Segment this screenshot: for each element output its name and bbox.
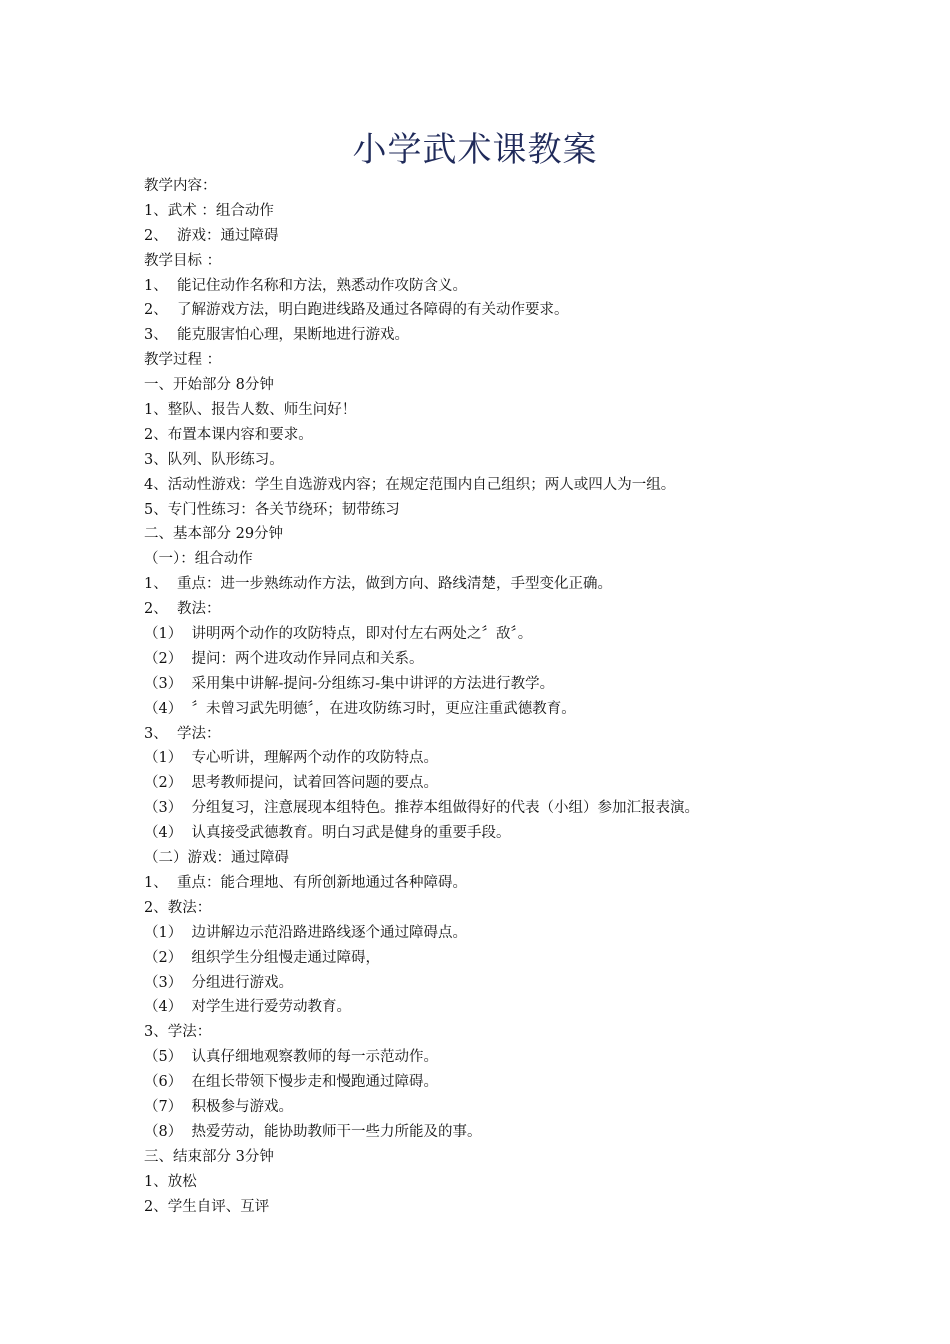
text-line: 1、武术 ：组合动作 (144, 202, 274, 219)
text-line: 5、专门性练习：各关节绕环；韧带练习 (144, 501, 400, 518)
text-line: （5） 认真仔细地观察教师的每一示范动作。 (144, 1049, 438, 1066)
text-line: 2、布置本课内容和要求。 (144, 426, 313, 443)
text-line: （3） 分组复习，注意展现本组特色。推荐本组做得好的代表（小组）参加汇报表演。 (144, 800, 699, 817)
text-line: （2） 提问：两个进攻动作异同点和关系。 (144, 650, 424, 667)
text-line: 一、开始部分 8分钟 (144, 377, 274, 394)
text-line: （1） 边讲解边示范沿路进路线逐个通过障碍点。 (144, 924, 467, 941)
text-line: 1、 能记住动作名称和方法，熟悉动作攻防含义。 (144, 277, 467, 294)
document-body (144, 174, 844, 1219)
text-line: 3、队列、队形练习。 (144, 451, 284, 468)
text-line: 4、活动性游戏：学生自选游戏内容；在规定范围内自己组织；两人或四人为一组。 (144, 476, 676, 493)
text-line: （一）：组合动作 (144, 551, 253, 568)
text-line: （7） 积极参与游戏。 (144, 1098, 293, 1115)
text-line: （4） 认真接受武德教育。明白习武是健身的重要手段。 (144, 825, 511, 842)
text-line: （3） 分组进行游戏。 (144, 974, 293, 991)
text-line: 2、教法： (144, 899, 212, 916)
text-line: 2、 教法： (144, 601, 221, 618)
text-line: （8） 热爱劳动，能协助教师干一些力所能及的事。 (144, 1123, 482, 1140)
text-line: 2、学生自评、互评 (144, 1198, 270, 1215)
text-line: （2） 思考教师提问，试着回答问题的要点。 (144, 775, 438, 792)
page-title: 小学武术课教案 (352, 130, 598, 170)
text-line: （二）游戏：通过障碍 (144, 850, 289, 867)
text-line: （2） 组织学生分组慢走通过障碍， (144, 949, 380, 966)
text-line: 三、结束部分 3分钟 (144, 1148, 274, 1165)
text-line: （1） 专心听讲，理解两个动作的攻防特点。 (144, 750, 438, 767)
text-line: 教学过程 ： (144, 352, 222, 369)
text-line: 1、整队、报告人数、师生问好！ (144, 402, 357, 419)
text-line: （1） 讲明两个动作的攻防特点，即对付左右两处之〞敌〞。 (144, 626, 533, 643)
text-line: 教学目标 ： (144, 252, 222, 269)
text-line: 二、基本部分 29分钟 (144, 526, 284, 543)
text-line: （4） 〞未曾习武先明德〞，在进攻防练习时，更应注重武德教育。 (144, 700, 576, 717)
text-line: 1、 重点：进一步熟练动作方法，做到方向、路线清楚，手型变化正确。 (144, 576, 612, 593)
text-line: 1、放松 (144, 1173, 197, 1190)
text-line: （6） 在组长带领下慢步走和慢跑通过障碍。 (144, 1074, 438, 1091)
text-line: 2、 了解游戏方法，明白跑进线路及通过各障碍的有关动作要求。 (144, 302, 569, 319)
text-line: 2、 游戏：通过障碍 (144, 227, 279, 244)
text-line: （4） 对学生进行爱劳动教育。 (144, 999, 351, 1016)
text-line: 教学内容： (144, 178, 217, 194)
text-line: （3） 采用集中讲解-提问-分组练习-集中讲评的方法进行教学。 (144, 675, 555, 692)
text-line: 1、 重点：能合理地、有所创新地通过各种障碍。 (144, 874, 467, 891)
text-line: 3、 学法： (144, 725, 221, 742)
text-line: 3、 能克服害怕心理，果断地进行游戏。 (144, 327, 409, 344)
text-line: 3、学法： (144, 1024, 212, 1041)
